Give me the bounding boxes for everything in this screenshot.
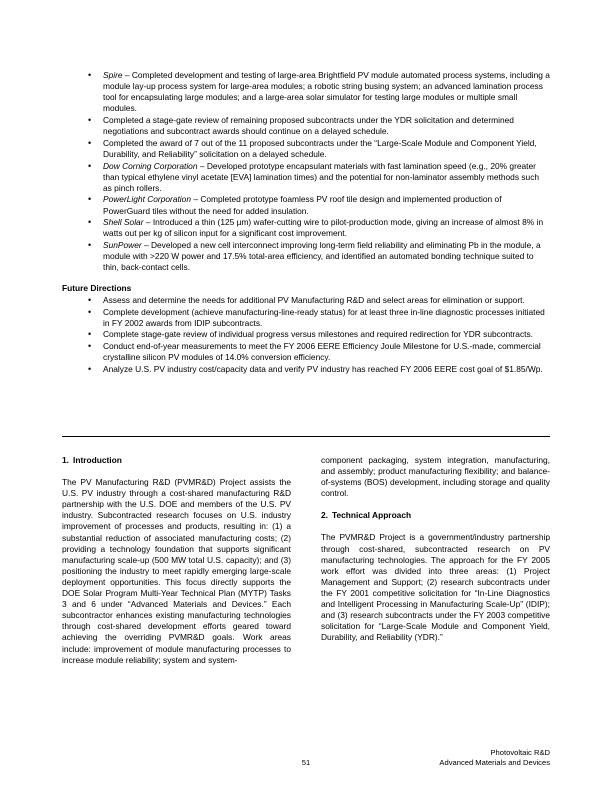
accomplishments-bullet-list [62, 70, 550, 273]
left-column [62, 455, 291, 666]
bullet-text: Developed prototype encapsulant materials with fast lamination speed (e.g., 20% greater than typical ethylene vinyl acetate [EVA] lamination times) and the potential for non-laminator assembly methods such as pinch rollers. [103, 160, 540, 193]
company-dash: – [191, 194, 201, 205]
bullet-text: Introduced a thin (125 µm) wafer-cutting wire to pilot-production mode, giving an increase of almost 8% in watts out per kg of silicon input for a significant cost improvement. [103, 217, 544, 239]
company-dash: – [197, 160, 207, 171]
footer-line-1: Photovoltaic R&D [490, 748, 550, 757]
introduction-title: Introduction [73, 455, 122, 465]
company-dash: – [141, 239, 151, 250]
bullet-text: Conduct end-of-year measurements to meet the FY 2006 EERE Efficiency Joule Milestone for U.S.-made, commercial crystalline silicon PV modules of 14.0% conversion efficiency. [103, 341, 541, 363]
introduction-heading [62, 455, 291, 466]
bullet-text: Analyze U.S. PV industry cost/capacity data and verify PV industry has reached FY 2006 EERE cost goal of $1.85/Wp. [103, 363, 543, 374]
bullet-text: Completed a stage-gate review of remaining proposed subcontracts under the YDR solicitation and determined negotiations and subcontract awards should continue on a delayed schedule. [103, 114, 514, 137]
company-name: Spire [103, 70, 123, 80]
list-item [62, 364, 550, 375]
company-name: SunPower [103, 239, 142, 250]
list-item [62, 295, 550, 306]
list-item [62, 307, 550, 329]
page-number: 51 [301, 758, 311, 767]
bullet-text: Complete development (achieve manufacturing-line-ready status) for at least three in-line diagnostic processes initiated in FY 2002 awards from IDIP subcontracts. [103, 306, 545, 328]
technical-approach-paragraph: The PVMR&D Project is a government/industry partnership through cost-shared, subcontracted research on PV manufacturing technologies. The approach for the FY 2005 work effort was divided into three areas: (1) Project Management and Support; (2) research subcontracts under the FY 2001 competitive solicitation for “In-Line Diagnostics and Intelligent Processing in Manufacturing Scale-Up” (IDIP); and (3) research subcontracts under the FY 2003 competitive solicitation for “Large-Scale Module and Component Yield, Durability, and Reliability (YDR).” [321, 532, 550, 643]
technical-approach-heading [321, 510, 550, 521]
page-footer [62, 748, 550, 778]
introduction-paragraph-part2: component packaging, system integration, manufacturing, and assembly; product manufacturing flexibility; and balance-of-systems (BOS) development, including storage and quality control. [321, 455, 550, 499]
technical-approach-title: Technical Approach [332, 510, 412, 521]
list-item [62, 138, 550, 160]
list-item [62, 194, 550, 216]
bullet-text: Complete stage-gate review of individual progress versus milestones and required redirection for YDR subcontracts. [103, 329, 533, 340]
top-content-area [62, 70, 550, 375]
company-dash: – [122, 70, 132, 80]
list-item [62, 341, 550, 363]
future-directions-heading: Future Directions [62, 282, 132, 293]
company-name: Dow Corning Corporation [103, 160, 198, 171]
technical-approach-number: 2. [321, 510, 328, 521]
introduction-number: 1. [62, 455, 69, 465]
introduction-paragraph-part1: The PV Manufacturing R&D (PVMR&D) Project assists the U.S. PV industry through a cost-shared manufacturing R&D partnership with the U.S. DOE and members of the U.S. PV industry. Subcontracted research focuses on U.S. industry improvement of processes and products, resulting in: (1) a substantial reduction of associated manufacturing costs; (2) providing a technology foundation that supports significant manufacturing scale-up (500 MW total U.S. capacity); and (3) positioning the industry to meet rapidly emerging large-scale deployment opportunities. This focus directly supports the DOE Solar Program Multi-Year Technical Plan (MYTP) Tasks 3 and 6 under “Advanced Materials and Devices.” Each subcontractor enhances existing manufacturing technologies through cost-shared development efforts geared toward achieving the overriding PVMR&D goals. Work areas include: improvement of module manufacturing processes to increase module reliability; system and system- [62, 477, 291, 665]
list-item [62, 329, 550, 340]
right-column [321, 455, 550, 643]
bullet-text: Developed a new cell interconnect improving long-term field reliability and eliminating Pb in the module, a module with >220 W power and 17.5% total-area efficiency, and identified an automated bonding technique suited to thin, back-contact cells. [103, 239, 541, 273]
company-name: PowerLight Corporation [103, 194, 191, 205]
bullet-text: Completed development and testing of large-area Brightfield PV module automated process systems, including a module lay-up process system for large-area modules; a robotic string busing system; an advanced lamination process tool for encapsulating large modules; and a large-area solar simulator for testing large modules or multiple small modules. [103, 70, 550, 114]
horizontal-rule [62, 436, 550, 437]
list-item [62, 70, 550, 114]
bullet-text: Assess and determine the needs for additional PV Manufacturing R&D and select areas for elimination or support. [103, 294, 525, 305]
list-item [62, 217, 550, 239]
footer-line-2: Advanced Materials and Devices [439, 758, 550, 768]
two-column-body [62, 455, 550, 745]
list-item [62, 161, 550, 194]
bullet-text: Completed prototype foamless PV roof tile design and implemented production of PowerGuard tiles without the need for added insulation. [103, 194, 502, 216]
company-name: Shell Solar [103, 217, 144, 228]
company-dash: – [143, 217, 153, 228]
list-item [62, 240, 550, 273]
future-directions-bullet-list [62, 295, 550, 375]
list-item [62, 115, 550, 137]
bullet-text: Completed the award of 7 out of the 11 proposed subcontracts under the “Large-Scale Module and Component Yield, Durability, and Reliability” solicitation on a delayed schedule. [103, 137, 537, 159]
